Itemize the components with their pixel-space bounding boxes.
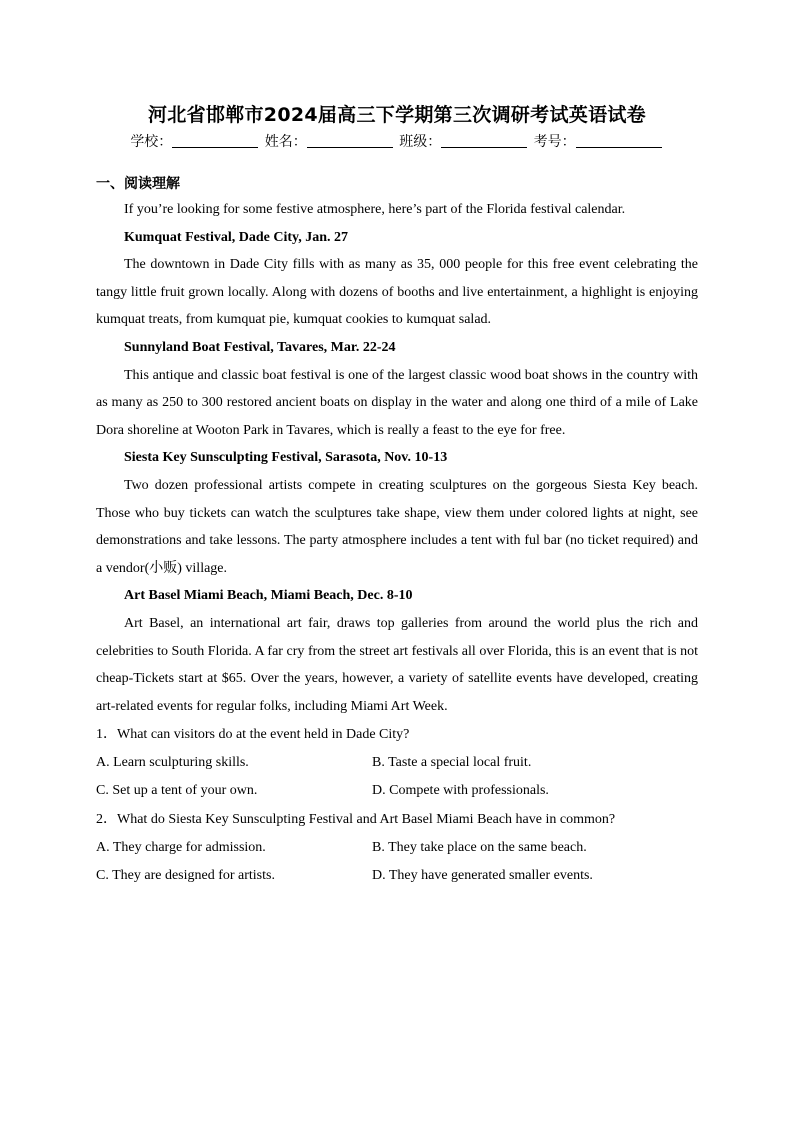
festival-heading: Art Basel Miami Beach, Miami Beach, Dec. 8-10 [124, 588, 413, 604]
name-label: 姓名： [264, 134, 307, 150]
question-stem: 1．What can visitors do at the event held in Dade City? [96, 727, 410, 743]
festival-heading: Siesta Key Sunsculpting Festival, Sarasota, Nov. 10-13 [124, 450, 448, 466]
option-c[interactable]: C. They are designed for artists. [96, 868, 275, 884]
option-b[interactable]: B. They take place on the same beach. [372, 840, 587, 856]
option-a[interactable]: A. Learn sculpturing skills. [96, 755, 249, 771]
option-a[interactable]: A. They charge for admission. [96, 840, 266, 856]
option-d[interactable]: D. Compete with professionals. [372, 783, 549, 799]
question-options [96, 749, 698, 805]
festival-body: The downtown in Dade City fills with as many as 35, 000 people for this free event celebrating the tangy little fruit grown locally. Along with dozens of booths and live entertainment, a highlight is enjoying kumquat treats, from kumquat pie, kumquat cookies to kumquat salad. [96, 257, 698, 328]
exam-number-label: 考号： [533, 134, 576, 150]
student-info-fields [96, 130, 698, 154]
name-blank[interactable] [307, 133, 393, 148]
option-b[interactable]: B. Taste a special local fruit. [372, 755, 532, 771]
festival-heading: Kumquat Festival, Dade City, Jan. 27 [124, 229, 349, 245]
class-blank[interactable] [441, 133, 527, 148]
school-label: 学校： [130, 134, 173, 150]
question-stem: 2．What do Siesta Key Sunsculpting Festival and Art Basel Miami Beach have in common? [96, 812, 616, 828]
festival-body: Art Basel, an international art fair, draws top galleries from around the world plus the rich and celebrities to South Florida. A far cry from the street art festivals all over Florida, this is an event that is not cheap-Tickets start at $65. Over the years, however, a variety of satellite events have developed, creating art-related events for regular folks, including Miami Art Week. [96, 615, 698, 714]
festival-heading: Sunnyland Boat Festival, Tavares, Mar. 22-24 [124, 339, 396, 355]
section-heading: 一、阅读理解 [96, 176, 180, 192]
option-d[interactable]: D. They have generated smaller events. [372, 868, 593, 884]
exam-page [96, 100, 698, 890]
exam-title: 河北省邯郸市2024届高三下学期第三次调研考试英语试卷 [148, 104, 646, 126]
school-blank[interactable] [172, 133, 258, 148]
question-options [96, 834, 698, 890]
festival-body: Two dozen professional artists compete in creating sculptures on the gorgeous Siesta Key beach. Those who buy tickets can watch the sculptures take shape, view them under colored lights at night, see demonstrations and take lessons. The party atmosphere includes a tent with ful bar (no ticket required) and a vendor(小贩) village. [96, 477, 698, 576]
option-c[interactable]: C. Set up a tent of your own. [96, 783, 258, 799]
class-label: 班级： [399, 134, 442, 150]
festival-body: This antique and classic boat festival is one of the largest classic wood boat shows in the country with as many as 250 to 300 restored ancient boats on display in the water and along one third of a mile of Lake Dora shoreline at Wooton Park in Tavares, which is really a feast to the eye for free. [96, 367, 698, 438]
passage-intro: If you’re looking for some festive atmosphere, here’s part of the Florida festival calendar. [124, 202, 626, 217]
exam-number-blank[interactable] [576, 133, 662, 148]
